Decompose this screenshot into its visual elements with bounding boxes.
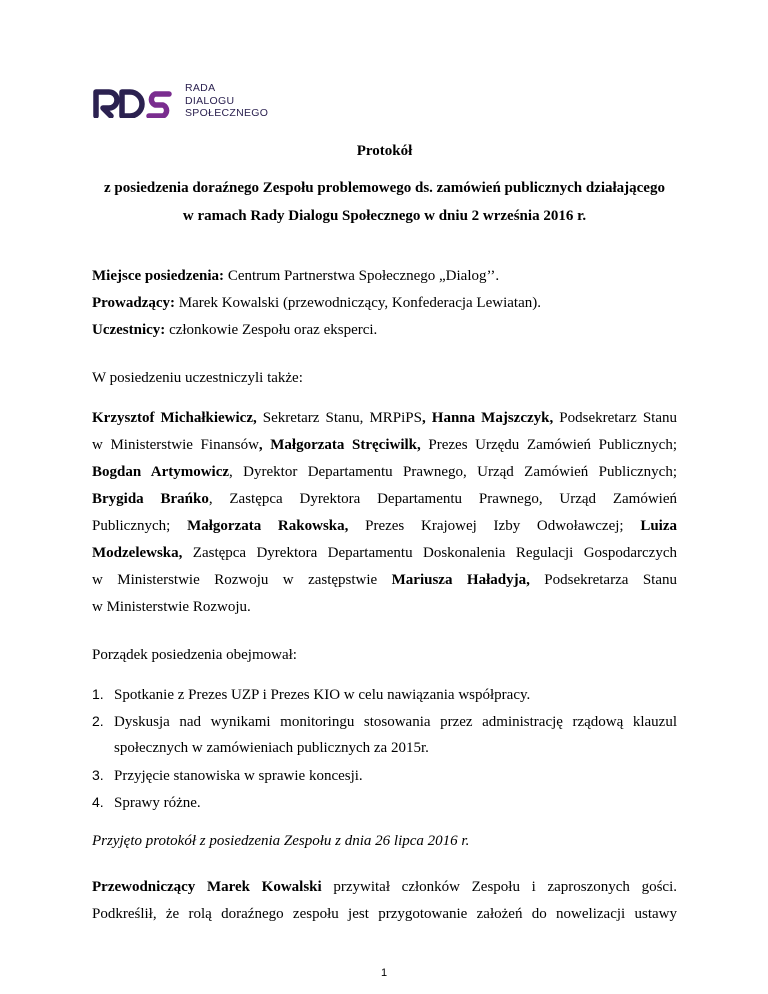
logo-wordmark [185,82,268,120]
meeting-chair-value: Marek Kowalski (przewodniczący, Konfederacja Lewiatan). [175,295,541,311]
attendee-name: Mariusza Haładyja, [391,572,530,588]
logo-line-3: SPOŁECZNEGO [185,107,269,120]
agenda-text: Sprawy różne. [114,795,201,811]
attendees-line-8: w Ministerstwie Rozwoju. [92,599,251,615]
attendee-name: Krzysztof Michałkiewicz, [92,410,257,426]
agenda-item-1 [92,686,530,704]
meeting-place [92,268,499,285]
attendee-role: Podsekretarza Stanu [529,572,677,588]
meeting-place-label: Miejsce posiedzenia: [92,268,225,284]
agenda-number: 4. [92,794,104,810]
page-number: 1 [380,967,388,979]
attendees-line-5 [92,518,677,535]
rds-logo [93,80,268,122]
attendees-line-1 [92,410,677,427]
meeting-participants [92,322,377,339]
agenda-item-3 [92,767,363,785]
attendee-role: , Dyrektor Departamentu Prawnego, Urząd Zamówień Publicznych; [229,464,677,480]
agenda-text: Przyjęcie stanowiska w sprawie koncesji. [114,768,363,784]
attendee-role: Podsekretarz Stanu [553,410,677,426]
attendee-role: Prezes Krajowej Izby Odwoławczej; [348,518,641,534]
agenda-item-2-continuation: społecznych w zamówieniach publicznych za 2015r. [114,740,429,756]
subtitle-line-2: w ramach Rady Dialogu Społecznego w dniu 2 września 2016 r. [182,208,587,224]
agenda-number: 1. [92,686,104,702]
agenda-intro: Porządek posiedzenia obejmował: [92,647,297,663]
meeting-chair-label: Prowadzący: [92,295,176,311]
also-present-intro: W posiedzeniu uczestniczyli także: [92,370,303,386]
meeting-place-value: Centrum Partnerstwa Społecznego „Dialog’’. [224,268,500,284]
agenda-number: 3. [92,767,104,783]
attendees-line-6 [92,545,677,562]
adopted-protocol-note: Przyjęto protokół z posiedzenia Zespołu z dnia 26 lipca 2016 r. [92,833,470,849]
attendee-name: , Małgorzata Stręciwilk, [258,437,421,453]
attendee-role: Zastępca Dyrektora Departamentu Doskonalenia Regulacji Gospodarczych [182,545,677,561]
attendees-line-7 [92,572,677,589]
attendee-role: w Ministerstwie Finansów [92,437,259,453]
participants-label: Uczestnicy: [92,322,166,338]
meeting-chair [92,295,541,312]
attendee-role: Sekretarz Stanu, MRPiPS [256,410,422,426]
attendee-role: , Zastępca Dyrektora Departamentu Prawnego, Urząd Zamówień [208,491,677,507]
attendee-name: Modzelewska, [92,545,183,561]
attendee-role: w Ministerstwie Rozwoju w zastępstwie [92,572,392,588]
agenda-text: Dyskusja nad wynikami monitoringu stosowania przez administrację rządową klauzul [114,714,677,730]
closing-text: przywitał członków Zespołu i zaproszonych gości. [321,879,677,895]
agenda-number: 2. [92,713,104,729]
participants-value: członkowie Zespołu oraz eksperci. [165,322,378,338]
attendee-name: Bogdan Artymowicz [92,464,230,480]
attendees-line-4 [92,491,677,508]
logo-line-1: RADA [185,82,216,95]
attendee-name: , Hanna Majszczyk, [421,410,554,426]
subtitle-line-1: z posiedzenia doraźnego Zespołu problemowego ds. zamówień publicznych działającego [104,180,665,196]
closing-line-1 [92,879,677,896]
agenda-text: Spotkanie z Prezes UZP i Prezes KIO w celu nawiązania współpracy. [114,687,531,703]
agenda-item-2 [92,713,677,731]
agenda-item-4 [92,794,201,812]
chair-name: Przewodniczący Marek Kowalski [92,879,322,895]
attendee-name: Małgorzata Rakowska, [187,518,349,534]
attendees-line-2 [92,437,677,454]
attendees-line-3 [92,464,677,481]
document-title: Protokół [356,143,413,159]
closing-line-2: Podkreślił, że rolą doraźnego zespołu jest przygotowanie założeń do nowelizacji ustawy [92,906,677,922]
attendee-role: Prezes Urzędu Zamówień Publicznych; [420,437,677,453]
attendee-name: Brygida Brańko [92,491,209,507]
attendee-role: Publicznych; [92,518,188,534]
rds-logo-mark-icon [93,84,175,118]
logo-line-2: DIALOGU [185,94,235,107]
attendee-name: Luiza [640,518,677,534]
